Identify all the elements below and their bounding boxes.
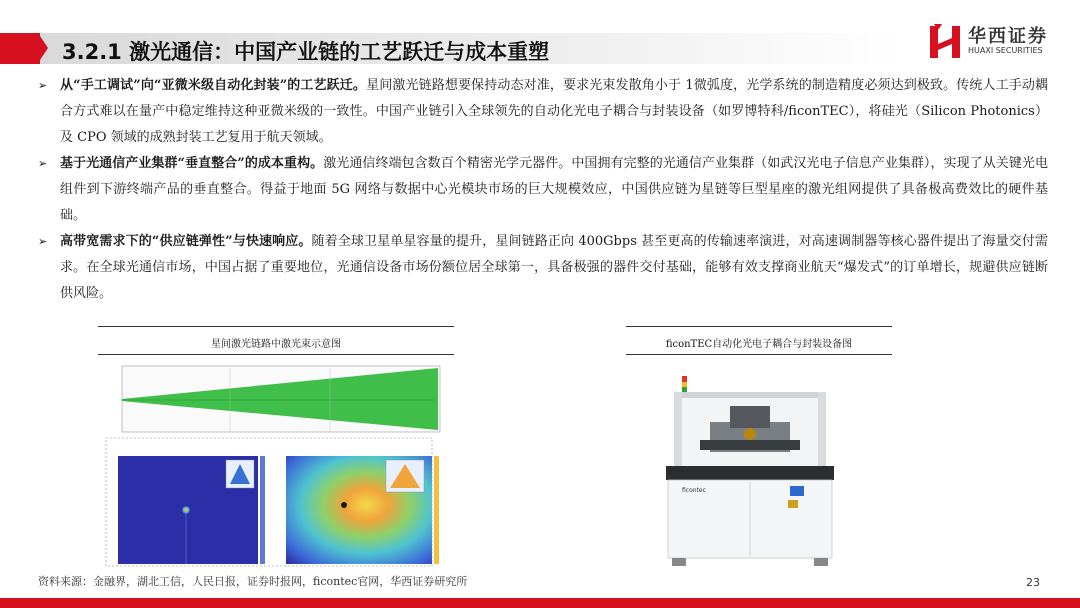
logo-english: HUAXI SECURITIES xyxy=(968,46,1043,55)
company-logo xyxy=(928,22,1068,62)
bullet-text: 激光通信终端包含数百个精密光学元器件。中国拥有完整的光通信产业集群（如武汉光电子信息产业集群），实现了从关键光电组件到下游终端产品的垂直整合。得益于地面 5G 网络与数据中心光模块市场的巨大规模效应，中国供应链为星链等巨型星座的激光组网提供了具备极高费效比的硬件基础。 xyxy=(60,156,1048,223)
logo-name: 华西证券 xyxy=(968,26,1048,47)
bullet-text: 星间激光链路想要保持动态对准，要求光束发散角小于 1微弧度，光学系统的制造精度必须达到极致。传统人工手动耦合方式难以在量产中稳定维持这种亚微米级的一致性。中国产业链引入全球领先的自动化光电子耦合与封装设备（如罗博特科/ficonTEC），将硅光（Silicon Photonics）及 CPO 领域的成熟封装工艺复用于航天领域。 xyxy=(60,78,1048,145)
page-title: 3.2.1 激光通信：中国产业链的工艺跃迁与成本重塑 xyxy=(62,40,550,64)
bullet-text: 随着全球卫星单星容量的提升，星间链路正向 400Gbps 甚至更高的传输速率演进，对高速调制器等核心器件提出了海量交付需求。在全球光通信市场，中国占据了重要地位，光通信设备市场份额位居全球第一，具备极强的器件交付基础，能够有效支撑商业航天“爆发式”的订单增长，规避供应链断供风险。 xyxy=(60,234,1048,301)
caption-rule-top xyxy=(626,326,892,327)
footer-bar xyxy=(0,598,1080,608)
title-bar-accent xyxy=(0,33,40,64)
left-figure-caption: 星间激光链路中激光束示意图 xyxy=(211,339,341,350)
arrow-bullet-icon: ➢ xyxy=(38,79,48,92)
bullet-item xyxy=(38,151,1048,229)
bullet-item xyxy=(38,229,1048,307)
source-note: 资料来源：金融界，湖北工信，人民日报，证券时报网，ficontec官网，华西证券研究所 xyxy=(38,575,468,588)
laser-beam-figure xyxy=(100,360,450,570)
huaxi-logo-icon xyxy=(928,24,962,60)
bullet-heading: 从“手工调试”向“亚微米级自动化封装”的工艺跃迁。 xyxy=(60,78,367,93)
title-bar-chevron xyxy=(38,33,48,63)
right-figure-caption: ficonTEC自动化光电子耦合与封装设备图 xyxy=(665,339,853,350)
bullet-list xyxy=(38,73,1048,307)
arrow-bullet-icon: ➢ xyxy=(38,235,48,248)
ficontec-equipment-figure xyxy=(660,362,840,570)
bullet-item xyxy=(38,73,1048,151)
caption-rule-bottom xyxy=(98,354,454,355)
caption-rule-top xyxy=(98,326,454,327)
equipment-brand-label: ficontec xyxy=(682,487,706,494)
bullet-heading: 高带宽需求下的“供应链弹性”与快速响应。 xyxy=(60,234,312,249)
caption-rule-bottom xyxy=(626,354,892,355)
bullet-heading: 基于光通信产业集群“垂直整合”的成本重构。 xyxy=(60,156,324,171)
arrow-bullet-icon: ➢ xyxy=(38,157,48,170)
page-number: 23 xyxy=(1026,576,1040,589)
